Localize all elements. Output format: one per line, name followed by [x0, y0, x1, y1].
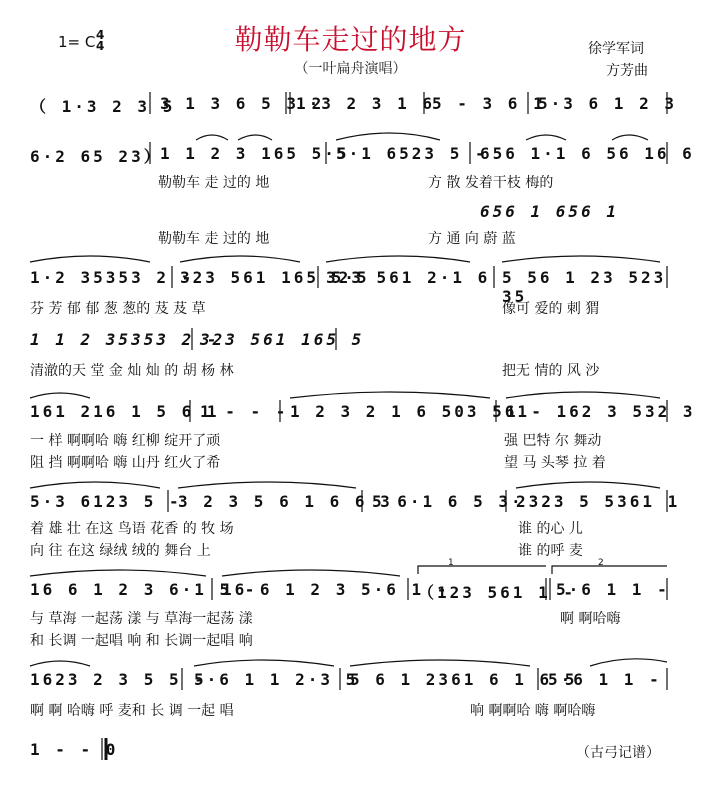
measure: 1·2 35353 2 - — [30, 268, 195, 287]
lyric-line: 清澈的天 堂 金 灿 灿 的 胡 杨 林 — [30, 363, 234, 379]
measure: 1·3 2 3 1 6 — [296, 94, 435, 113]
lyric-line: 像可 爱的 刺 猬 — [502, 301, 600, 317]
measure: 323 561 165 5·5 — [180, 268, 370, 287]
volta-first: 1 — [448, 558, 454, 568]
lyric-line: 响 啊啊哈 嗨 啊哈嗨 — [470, 703, 596, 719]
lyric-line: 望 马 头琴 拉 着 — [504, 455, 606, 471]
meter-top: 4 — [96, 28, 105, 42]
lyric-line: 把无 情的 风 沙 — [502, 363, 600, 379]
measure: 1 - 162 3 532 3 — [506, 402, 696, 421]
measure: 1 2 3 2 1 6 503 561 — [290, 402, 531, 421]
measure: 5 56 1 23 523 35 — [502, 268, 667, 306]
song-title: 勒勒车走过的地方 — [234, 23, 467, 56]
lyric-line: 和 长调 一起唱 响 和 长调一起唱 响 — [30, 633, 253, 649]
lyric-line: 啊 啊哈嗨 — [560, 611, 621, 627]
performer-note: （一叶扁舟演唱） — [294, 61, 407, 77]
volta-second: 2 — [598, 558, 604, 568]
measure: 323 561 2·1 6 — [326, 268, 491, 287]
lyric-line: 方 散 发着干枝 梅的 — [428, 175, 554, 191]
measure: 323 561 165 5 — [200, 330, 365, 349]
measure: （123 561 1 - — [418, 583, 576, 602]
measure: 1623 2 3 5 5 - — [30, 670, 207, 689]
measure: 5·6 1 1 2·3 5 — [194, 670, 359, 689]
lyric-line: 阻 挡 啊啊哈 嗨 山丹 红火了希 — [30, 455, 221, 471]
lyric-line: 谁 的呼 麦 — [518, 543, 583, 559]
measure: 656 1·1 6 56 16 6 — [480, 144, 695, 163]
lyric-line: 谁 的心 儿 — [518, 521, 583, 537]
measure: 5·6 1 1 - — [548, 670, 662, 689]
measure: 16 6 1 2 3 5·6 1 - — [222, 580, 450, 599]
lyric-line: 与 草海 一起荡 漾 与 草海一起荡 漾 — [30, 611, 253, 627]
measure: （ 1·3 2 3 5 — [30, 97, 176, 116]
measure: 1 - - - — [200, 402, 289, 421]
lyric-line: 强 巴特 尔 舞动 — [504, 433, 602, 449]
lyricist-credit: 徐学军词 — [588, 41, 644, 57]
measure: 3 2 3 5 6 1 6 6 3 — [178, 492, 393, 511]
transcriber-note: （古弓记谱） — [576, 745, 660, 761]
lyric-line: 芬 芳 郁 郁 葱 葱的 芨 芨 草 — [30, 301, 206, 317]
lyric-line: 一 样 啊啊哈 嗨 红柳 绽开了顽 — [30, 433, 221, 449]
measure: 656 1 656 1 — [480, 202, 619, 221]
measure: 161 216 1 5 6 1 — [30, 402, 220, 421]
lyric-line: 啊 啊 哈嗨 呼 麦和 长 调 一起 唱 — [30, 703, 234, 719]
measure: 3 1 3 6 5 3 2 — [160, 94, 325, 113]
lyric-line: 勒勒车 走 过的 地 — [158, 231, 270, 247]
measure: 1 - - 0 — [30, 740, 119, 759]
measure: 5·1 6523 5 - — [336, 144, 488, 163]
measure: 5·3 6123 5 - — [30, 492, 182, 511]
lyric-line: 着 雄 壮 在这 鸟语 花香 的 牧 场 — [30, 521, 234, 537]
measure: 16 6 1 2 3 6·1 5 - — [30, 580, 258, 599]
measure: 5 6 1 2361 6 1 6 5 — [350, 670, 578, 689]
measure: 5·6 1 1 - — [556, 580, 670, 599]
measure: 1 1 2 3 165 5·5 — [160, 144, 350, 163]
key-signature: 1= C — [58, 33, 96, 51]
measure: 5 6·1 6 5 3· — [372, 492, 524, 511]
meter-bottom: 4 — [96, 39, 105, 53]
composer-credit: 方芳曲 — [606, 63, 648, 79]
measure: 2323 5 5361 1 — [516, 492, 681, 511]
measure: 5 - 3 6 1 — [432, 94, 546, 113]
measure: 1 1 2 35353 2 - — [30, 330, 220, 349]
lyric-line: 方 通 向 蔚 蓝 — [428, 231, 516, 247]
measure: 6·2 65 23） — [30, 147, 163, 166]
measure: 5·3 6 1 2 3 — [538, 94, 677, 113]
lyric-line: 勒勒车 走 过的 地 — [158, 175, 270, 191]
lyric-line: 向 往 在这 绿绒 绒的 舞台 上 — [30, 543, 211, 559]
